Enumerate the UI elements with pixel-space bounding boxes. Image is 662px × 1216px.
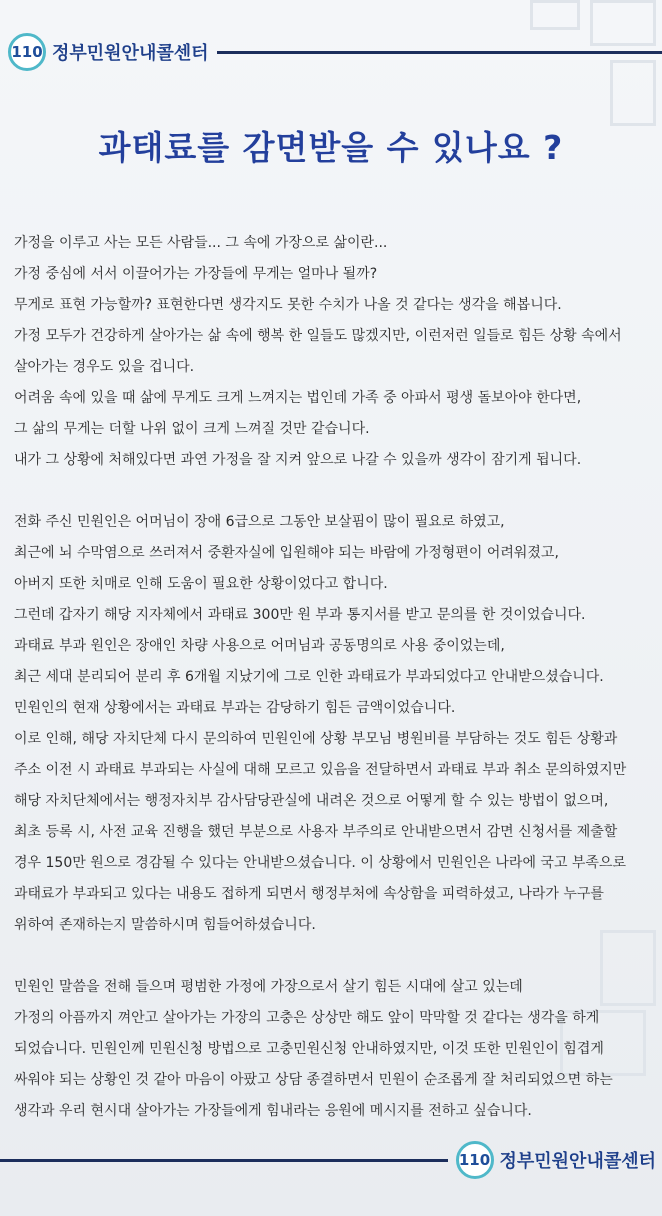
text-line: 살아가는 경우도 있을 겁니다.: [14, 359, 195, 375]
header-rule: [217, 51, 662, 54]
text-line: 이로 인해, 해당 자치단체 다시 문의하여 민원인에 상황 부모님 병원비를 부담하는 것도 힘든 상황과: [14, 731, 618, 747]
text-line: 과태료 부과 원인은 장애인 차량 사용으로 어머님과 공동명의로 사용 중이었는데,: [14, 638, 505, 654]
text-line: 위하여 존재하는지 말씀하시며 힘들어하셨습니다.: [14, 917, 316, 933]
footer-rule: [0, 1159, 448, 1162]
logo-110-icon: 110: [456, 1141, 494, 1179]
text-line: 민원인 말씀을 전해 들으며 평범한 가정에 가장으로서 살기 힘든 시대에 살고 있는데: [14, 979, 523, 995]
text-line: 그런데 갑자기 해당 지자체에서 과태료 300만 원 부과 통지서를 받고 문의를 한 것이었습니다.: [14, 607, 586, 623]
text-line: 가정을 이루고 사는 모든 사람들... 그 속에 가장으로 삶이란...: [14, 235, 388, 251]
text-line: 전화 주신 민원인은 어머님이 장애 6급으로 그동안 보살핌이 많이 필요로 하였고,: [14, 514, 505, 530]
text-line: 무게로 표현 가능할까? 표현한다면 생각지도 못한 수치가 나올 것 같다는 생각을 해봅니다.: [14, 297, 562, 313]
footer: [0, 1138, 662, 1182]
page-title: 과태료를 감면받을 수 있나요 ?: [98, 128, 564, 167]
text-line: 가정 중심에 서서 이끌어가는 가장들에 무게는 얼마나 될까?: [14, 266, 378, 282]
text-line: 싸워야 되는 상황인 것 같아 마음이 아팠고 상담 종결하면서 민원이 순조롭게 잘 처리되었으면 하는: [14, 1072, 613, 1088]
brand-name: 정부민원안내콜센터: [52, 43, 209, 64]
text-line: 아버지 또한 치매로 인해 도움이 필요한 상황이었다고 합니다.: [14, 576, 388, 592]
paragraph-3: [14, 972, 654, 1127]
text-line: 되었습니다. 민원인께 민원신청 방법으로 고충민원신청 안내하였지만, 이것 또한 민원인이 힘겹게: [14, 1041, 604, 1057]
text-line: 가정 모두가 건강하게 살아가는 삶 속에 행복 한 일들도 많겠지만, 이런저런 일들로 힘든 상황 속에서: [14, 328, 622, 344]
paragraph-2: [14, 507, 654, 941]
text-line: 어려움 속에 있을 때 삶에 무게도 크게 느껴지는 법인데 가족 중 아파서 평생 돌보아야 한다면,: [14, 390, 582, 406]
text-line: 해당 자치단체에서는 행정자치부 감사담당관실에 내려온 것으로 어떻게 할 수 있는 방법이 없으며,: [14, 793, 609, 809]
text-line: 가정의 아픔까지 껴안고 살아가는 가장의 고충은 상상만 해도 앞이 막막할 것 같다는 생각을 하게: [14, 1010, 600, 1026]
text-line: 과태료가 부과되고 있다는 내용도 접하게 되면서 행정부처에 속상함을 피력하셨고, 나라가 누구를: [14, 886, 604, 902]
text-line: 최초 등록 시, 사전 교육 진행을 했던 부분으로 사용자 부주의로 안내받으면서 감면 신청서를 제출할: [14, 824, 618, 840]
header: [8, 30, 662, 74]
paragraph-1: [14, 228, 654, 476]
logo-110-icon: 110: [8, 33, 46, 71]
article-body: [14, 228, 654, 1158]
text-line: 최근에 뇌 수막염으로 쓰러져서 중환자실에 입원해야 되는 바람에 가정형편이 어려워졌고,: [14, 545, 559, 561]
brand-name: 정부민원안내콜센터: [499, 1151, 656, 1172]
text-line: 그 삶의 무게는 더할 나위 없이 크게 느껴질 것만 같습니다.: [14, 421, 370, 437]
text-line: 민원인의 현재 상황에서는 과태료 부과는 감당하기 힘든 금액이었습니다.: [14, 700, 456, 716]
text-line: 최근 세대 분리되어 분리 후 6개월 지났기에 그로 인한 과태료가 부과되었다고 안내받으셨습니다.: [14, 669, 604, 685]
background-decoration: [530, 0, 580, 30]
text-line: 생각과 우리 현시대 살아가는 가장들에게 힘내라는 응원에 메시지를 전하고 싶습니다.: [14, 1103, 532, 1119]
text-line: 주소 이전 시 과태료 부과되는 사실에 대해 모르고 있음을 전달하면서 과태료 부과 취소 문의하였지만: [14, 762, 627, 778]
text-line: 내가 그 상황에 처해있다면 과연 가정을 잘 지켜 앞으로 나갈 수 있을까 생각이 잠기게 됩니다.: [14, 452, 582, 468]
text-line: 경우 150만 원으로 경감될 수 있다는 안내받으셨습니다. 이 상황에서 민원인은 나라에 국고 부족으로: [14, 855, 627, 871]
